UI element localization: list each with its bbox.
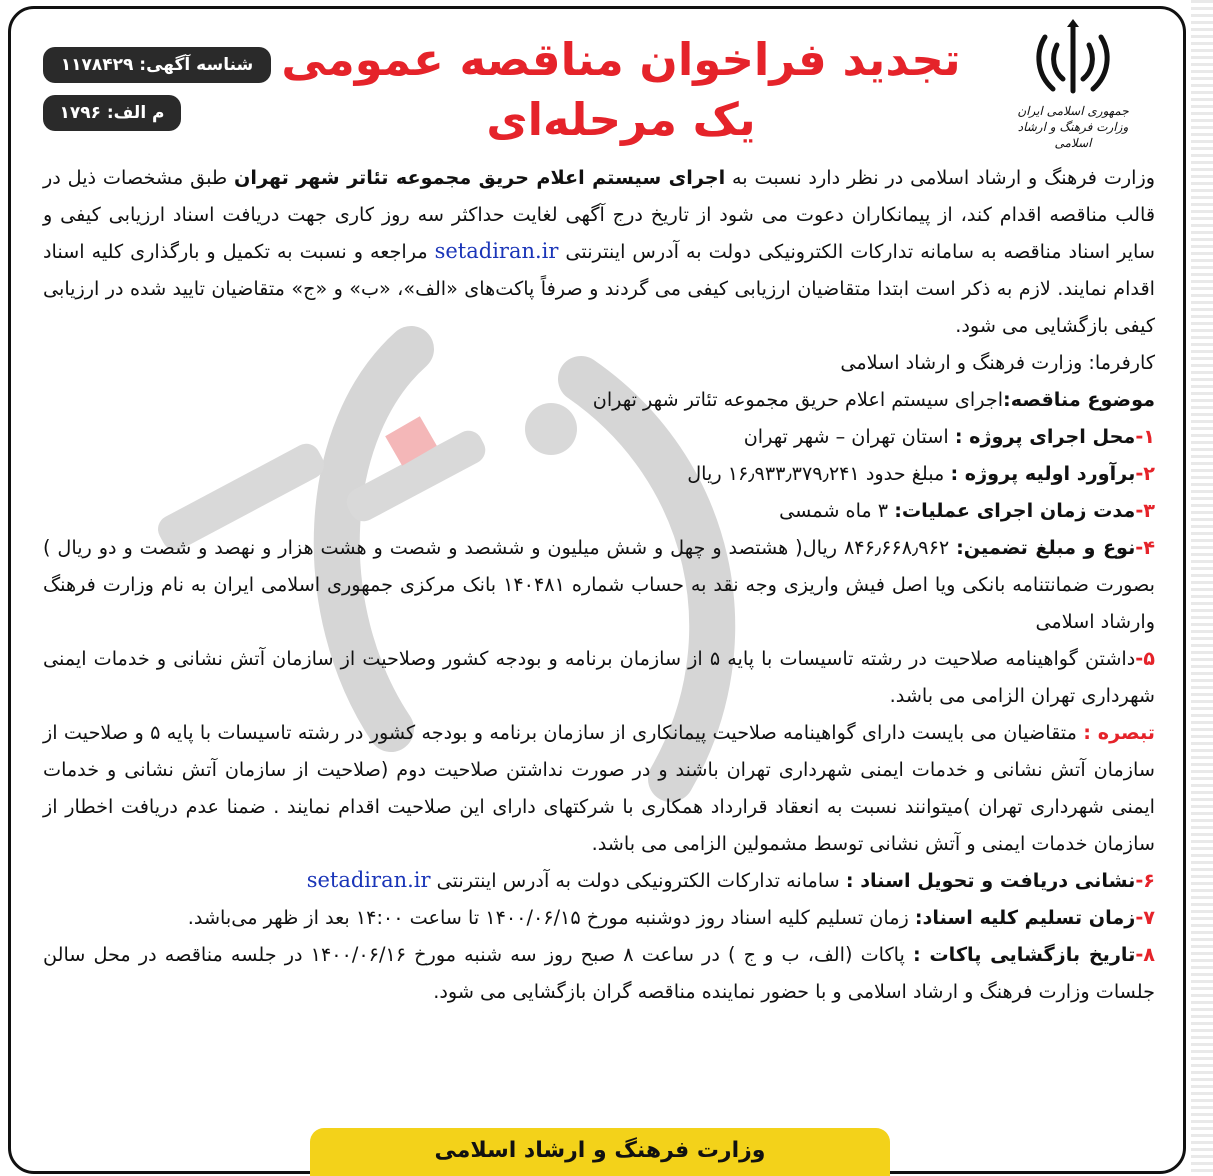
item-location — [43, 418, 1155, 455]
ref-code-badge: م الف: ۱۷۹۶ — [43, 95, 181, 131]
item-number: ۶- — [1135, 869, 1155, 892]
subject-line — [43, 381, 1155, 418]
item-label: محل اجرای پروژه : — [954, 425, 1136, 448]
item-value: سامانه تدارکات الکترونیکی دولت به آدرس اینترنتی — [430, 869, 846, 892]
item-value: استان تهران – شهر تهران — [743, 425, 955, 448]
note-value: متقاضیان می بایست دارای گواهینامه صلاحیت پیمانکاری از سازمان برنامه و بودجه کشور در رشته تاسیسات با پایه ۵ و صلاحیت از سازمان آتش نشانی و خدمات ایمنی شهرداری تهران باشند و در صورت نداشتن صلاحیت دوم (صلاحیت از سازمان آتش نشانی و خدمات ایمنی شهرداری تهران )میتوانند نسبت به انعقاد قرارداد همکاری با شرکتهای دارای این صلاحیت اقدام نمایند . ضمنا عدم دریافت اخطار از سازمان خدمات ایمنی و آتش نشانی توسط مشمولین الزامی می باشد. — [43, 721, 1155, 855]
item-qualification — [43, 640, 1155, 714]
item-number: ۴- — [1135, 536, 1155, 559]
note-paragraph — [43, 714, 1155, 862]
item-label: زمان تسلیم کلیه اسناد: — [914, 906, 1136, 929]
announcement-frame — [8, 6, 1186, 1174]
setadiran-link-2[interactable]: setadiran.ir — [306, 868, 431, 892]
item-label: مدت زمان اجرای عملیات: — [894, 499, 1136, 522]
item-label: تاریخ بازگشایی پاکات : — [912, 943, 1136, 966]
item-value: داشتن گواهینامه صلاحیت در رشته تاسیسات با پایه ۵ از سازمان برنامه و بودجه کشور وصلاحیت از سازمان آتش نشانی و خدمات ایمنی شهرداری تهران الزامی می باشد. — [43, 647, 1155, 707]
item-number: ۸- — [1135, 943, 1155, 966]
ad-id-badge: شناسه آگهی: ۱۱۷۸۴۲۹ — [43, 47, 271, 83]
intro-text-a: وزارت فرهنگ و ارشاد اسلامی در نظر دارد نسبت به — [725, 166, 1156, 189]
iran-emblem-logo — [1003, 19, 1143, 159]
item-label: نوع و مبلغ تضمین: — [956, 536, 1136, 559]
item-number: ۳- — [1135, 499, 1155, 522]
item-label: نشانی دریافت و تحویل اسناد : — [845, 869, 1136, 892]
announcement-body — [43, 159, 1155, 1010]
item-label: برآورد اولیه پروژه : — [950, 462, 1136, 485]
item-value: ۸۴۶٫۶۶۸٫۹۶۲ ریال( هشتصد و چهل و شش میلیون و ششصد و شصت و هشت هزار و نهصد و شصت و دو ریال ) بصورت ضمانتنامه بانکی ویا اصل فیش واریزی وجه نقد به حساب شماره ۱۴۰۴۸۱ بانک مرکزی جمهوری اسلامی ایران به نام وزارت فرهنگ وارشاد اسلامی — [43, 536, 1155, 633]
page-title: تجدید فراخوان مناقصه عمومی — [281, 33, 961, 86]
emblem-icon — [1031, 19, 1115, 99]
footer-ministry-bar: وزارت فرهنگ و ارشاد اسلامی — [310, 1128, 890, 1176]
item-duration — [43, 492, 1155, 529]
item-value: پاکات (الف، ب و ج ) در ساعت ۸ صبح روز سه شنبه مورخ ۱۴۰۰/۰۶/۱۶ در جلسه مناقصه در محل سالن جلسات وزارت فرهنگ و ارشاد اسلامی و با حضور نماینده مناقصه گران بازگشایی می شود. — [43, 943, 1155, 1003]
item-opening-date — [43, 936, 1155, 1010]
setadiran-link[interactable]: setadiran.ir — [434, 239, 559, 263]
item-document-address — [43, 862, 1155, 899]
item-value: مبلغ حدود ۱۶٫۹۳۳٫۳۷۹٫۲۴۱ ریال — [687, 462, 951, 485]
item-value: زمان تسلیم کلیه اسناد روز دوشنبه مورخ ۱۴۰۰/۰۶/۱۵ تا ساعت ۱۴:۰۰ بعد از ظهر می‌باشد. — [187, 906, 915, 929]
intro-project-name: اجرای سیستم اعلام حریق مجموعه تئاتر شهر تهران — [234, 166, 726, 189]
intro-paragraph — [43, 159, 1155, 344]
item-number: ۱- — [1135, 425, 1155, 448]
emblem-caption-ministry: وزارت فرهنگ و ارشاد اسلامی — [1017, 120, 1129, 150]
page-subtitle: یک مرحله‌ای — [486, 93, 756, 146]
intro-text-c: طبق مشخصات ذیل در قالب مناقصه اقدام کند، از پیمانکاران دعوت می شود از تاریخ درج آگهی لغایت حداکثر سه روز کاری جهت دریافت اسناد ارزیابی کیفی و سایر اسناد مناقصه به سامانه تدارکات الکترونیکی دولت به آدرس اینترنتی — [43, 166, 1155, 263]
item-number: ۵- — [1135, 647, 1155, 670]
employer-line: کارفرما: وزارت فرهنگ و ارشاد اسلامی — [840, 351, 1155, 374]
item-number: ۷- — [1135, 906, 1155, 929]
item-value: ۳ ماه شمسی — [779, 499, 895, 522]
item-number: ۲- — [1135, 462, 1155, 485]
item-submission-time — [43, 899, 1155, 936]
emblem-caption-country: جمهوری اسلامی ایران — [1017, 104, 1129, 118]
item-estimate — [43, 455, 1155, 492]
item-guarantee — [43, 529, 1155, 640]
page-edge-stripe — [1191, 0, 1213, 1176]
subject-label: موضوع مناقصه: — [1003, 388, 1155, 411]
subject-value: اجرای سیستم اعلام حریق مجموعه تئاتر شهر تهران — [592, 388, 1004, 411]
intro-text-d: مراجعه و نسبت به تکمیل و بارگذاری کلیه اسناد اقدام نمایند. لازم به ذکر است ابتدا متقاضیان ارزیابی کیفی می گردند و صرفاً پاکت‌های «الف»، «ب» و «ج» متقاضیان تایید شده در ارزیابی کیفی بازگشایی می شود. — [43, 240, 1155, 337]
note-label: تبصره : — [1083, 721, 1155, 744]
